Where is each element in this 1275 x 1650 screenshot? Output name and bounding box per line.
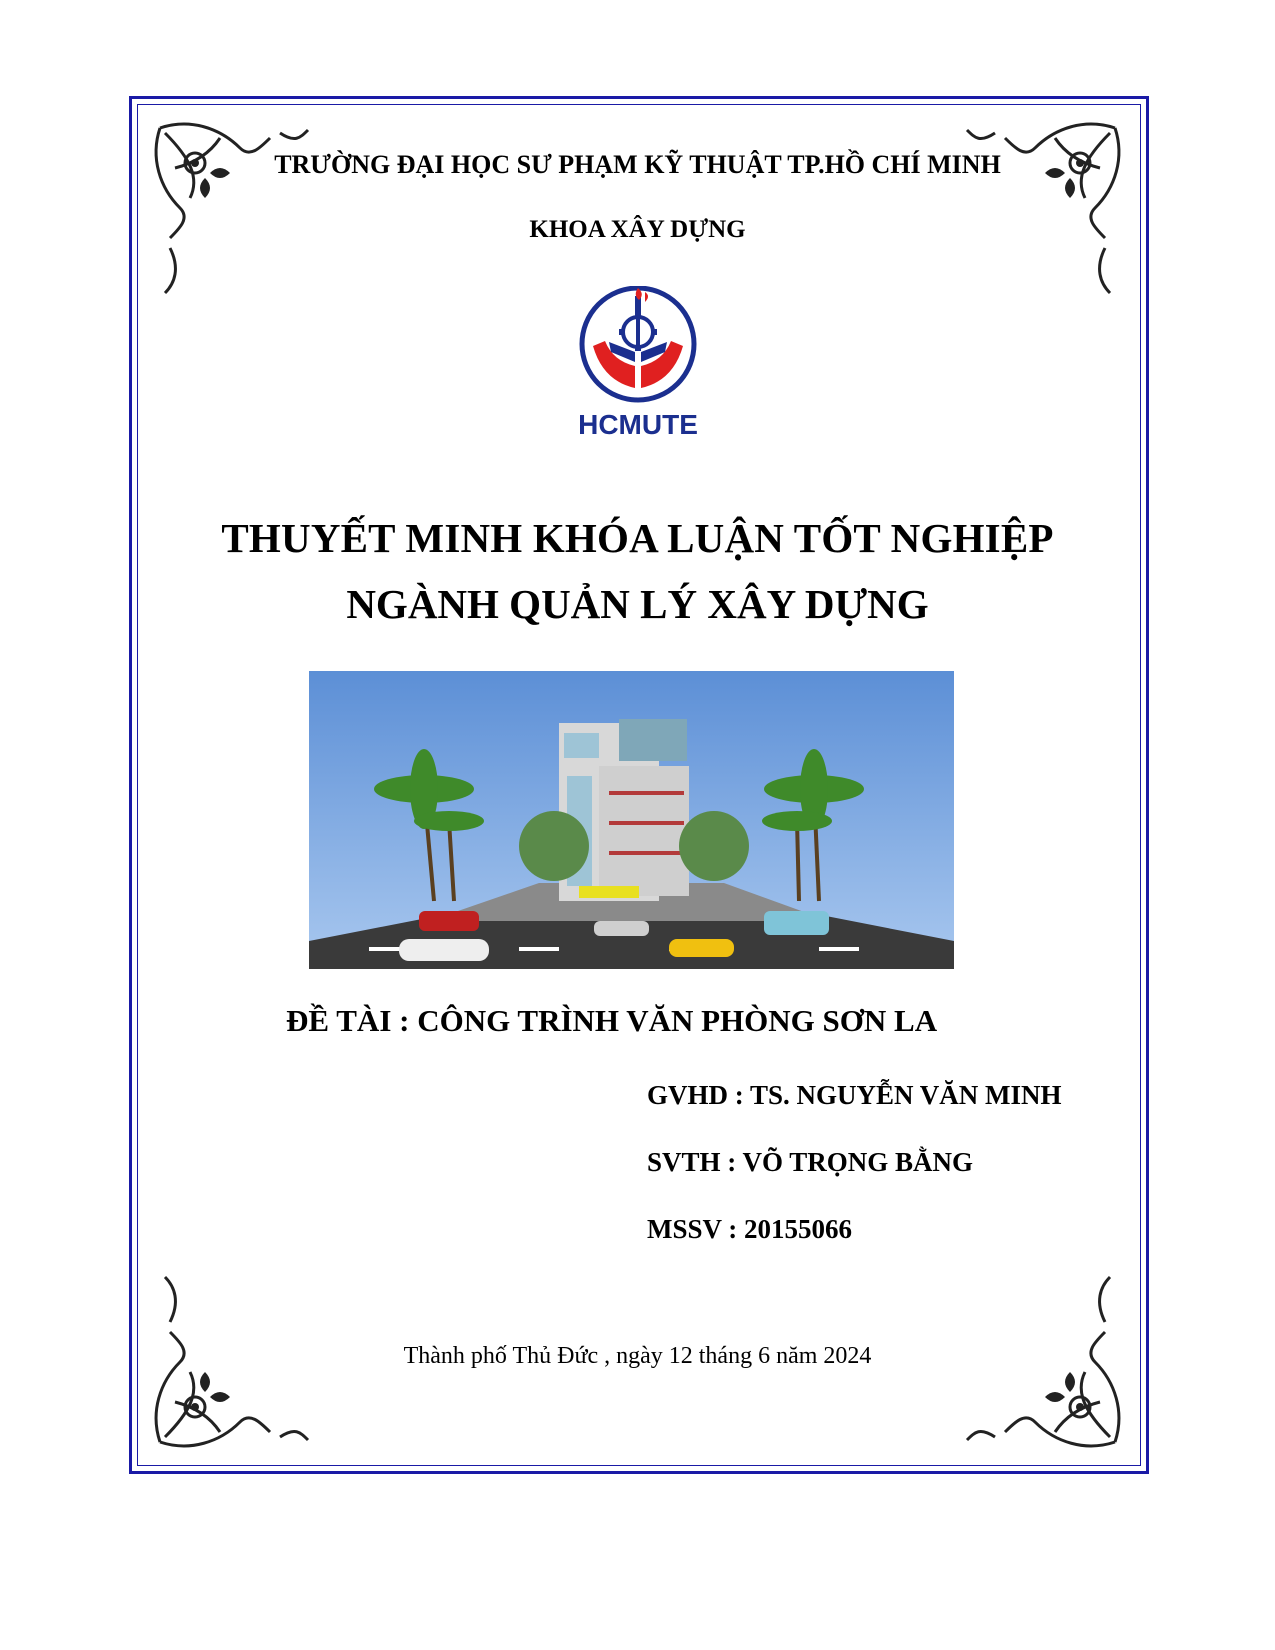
student-name-info: SVTH : VÕ TRỌNG BẰNG bbox=[647, 1147, 974, 1177]
faculty-name: KHOA XÂY DỰNG bbox=[529, 216, 746, 243]
place-and-date: Thành phố Thủ Đức , ngày 12 tháng 6 năm 2024 bbox=[403, 1343, 872, 1369]
advisor-info: GVHD : TS. NGUYỄN VĂN MINH bbox=[647, 1080, 1062, 1110]
student-id-info: MSSV : 20155066 bbox=[647, 1214, 853, 1244]
building-rendering-image bbox=[309, 671, 954, 969]
university-logo bbox=[573, 286, 703, 456]
school-name: TRƯỜNG ĐẠI HỌC SƯ PHẠM KỸ THUẬT TP.HỒ CHÍ MINH bbox=[274, 150, 1001, 179]
thesis-title-line-2: NGÀNH QUẢN LÝ XÂY DỰNG bbox=[346, 581, 929, 627]
thesis-title-line-1: THUYẾT MINH KHÓA LUẬN TỐT NGHIỆP bbox=[221, 515, 1054, 561]
logo-text: HCMUTE bbox=[578, 409, 698, 440]
thesis-topic: ĐỀ TÀI : CÔNG TRÌNH VĂN PHÒNG SƠN LA bbox=[286, 1003, 938, 1038]
